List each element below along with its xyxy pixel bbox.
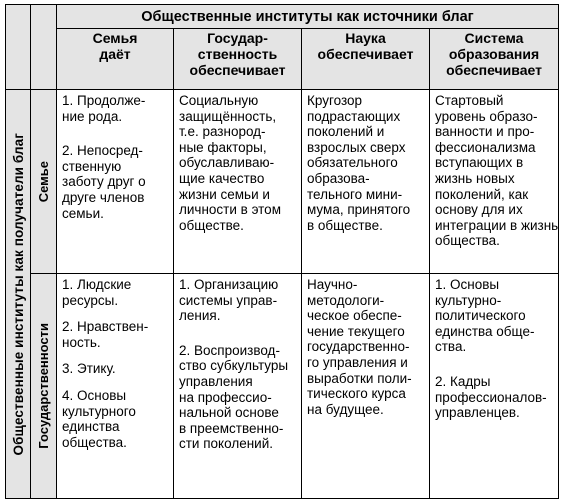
- text-line: общества.: [62, 434, 127, 450]
- paragraph: [62, 319, 171, 350]
- column-header-line: Семья: [92, 30, 138, 46]
- text-line: защищённость,: [179, 108, 277, 124]
- column-header-line: ственность: [197, 46, 278, 62]
- cell-state-education: [430, 274, 559, 499]
- text-line: 2. Непосред-: [62, 143, 143, 159]
- cell-family-family: [57, 90, 174, 274]
- text-line: политического: [435, 308, 526, 324]
- cell-state-science: [302, 274, 430, 499]
- text-line: жизни семьи и: [179, 186, 270, 202]
- text-line: государственно-: [307, 339, 410, 355]
- paragraph: [179, 277, 299, 324]
- column-header-line: образования: [448, 46, 540, 62]
- text-line: поколений, как: [435, 186, 529, 202]
- text-line: ления.: [179, 308, 221, 324]
- text-line: личности в этом: [179, 202, 281, 218]
- row-header-state: [31, 274, 57, 499]
- text-line: 4. Основы: [62, 387, 127, 403]
- text-line: обществе.: [179, 217, 244, 233]
- text-line: 2. Кадры: [435, 373, 491, 389]
- paragraph: [179, 93, 299, 233]
- paragraph: [62, 361, 171, 377]
- text-line: нальной основе: [179, 405, 279, 421]
- text-line: мума, принятого: [307, 202, 411, 218]
- text-line: 1. Продолже-: [62, 93, 146, 108]
- text-line: чение текущего: [307, 323, 405, 339]
- text-line: т.е. разнород-: [179, 124, 266, 140]
- text-line: культурного: [62, 403, 136, 419]
- cell-family-education: [430, 90, 559, 274]
- text-line: Стартовый: [435, 93, 504, 108]
- text-line: ческое обеспе-: [307, 308, 402, 324]
- paragraph: [435, 93, 559, 249]
- text-line: профессионалов-: [435, 389, 547, 405]
- corner-cell: [6, 5, 31, 90]
- text-line: взрослых сверх: [307, 139, 406, 155]
- paragraph: [62, 388, 171, 450]
- text-line: обязательного: [307, 155, 398, 171]
- text-line: культурно-: [435, 292, 502, 308]
- side-header: Общественные институты как получатели благ: [10, 132, 26, 456]
- paragraph: [62, 277, 171, 308]
- text-line: щие качество: [179, 170, 265, 186]
- text-line: на профессио-: [179, 389, 272, 405]
- side-header-cell: [6, 90, 31, 499]
- text-line: поколений и: [307, 124, 385, 140]
- column-header-state: [174, 29, 302, 90]
- text-line: ность.: [62, 334, 101, 350]
- corner-cell-inner: [31, 5, 57, 90]
- paragraph: [435, 277, 556, 355]
- text-line: 1. Людские: [62, 277, 132, 292]
- paragraph: [307, 277, 427, 417]
- paragraph: [62, 93, 171, 124]
- text-line: Кругозор: [307, 93, 363, 108]
- cell-state-state: [174, 274, 302, 499]
- text-line: жизнь новых: [435, 170, 515, 186]
- text-line: интеграции в жизнь: [435, 217, 559, 233]
- top-header: Общественные институты как источники благ: [57, 5, 559, 29]
- column-header-family: [57, 29, 174, 90]
- text-line: на будущее.: [307, 401, 384, 417]
- text-line: друге членов: [62, 189, 145, 205]
- cell-state-family: [57, 274, 174, 499]
- column-header-line: обеспечивает: [446, 62, 542, 78]
- text-line: образова-: [307, 170, 370, 186]
- text-line: 2. Нравствен-: [62, 319, 149, 335]
- text-line: тического курса: [307, 386, 406, 402]
- column-header-line: даёт: [99, 46, 131, 62]
- text-line: 2. Воспроизвод-: [179, 342, 280, 358]
- text-line: методологи-: [307, 292, 385, 308]
- text-line: обуславливаю-: [179, 155, 275, 171]
- text-line: основу для их: [435, 202, 523, 218]
- institutions-table: [5, 4, 559, 499]
- cell-family-state: [174, 90, 302, 274]
- row-label: Семье: [36, 160, 51, 203]
- column-header-line: обеспечивает: [317, 46, 414, 62]
- text-line: 1. Основы: [435, 277, 500, 292]
- text-line: заботу друг о: [62, 174, 146, 190]
- text-line: Социальную: [179, 93, 259, 108]
- column-header-line: обеспечивает: [189, 62, 286, 78]
- text-line: фессионализма: [435, 139, 536, 155]
- column-header-line: Государ-: [207, 30, 268, 46]
- column-header-line: Система: [464, 30, 524, 46]
- text-line: управленцев.: [435, 405, 520, 421]
- column-header-education: [430, 29, 559, 90]
- text-line: уровень образо-: [435, 108, 538, 124]
- text-line: в обществе.: [307, 217, 383, 233]
- text-line: 1. Организацию: [179, 277, 279, 292]
- text-line: семьи.: [62, 205, 104, 221]
- text-line: тельного мини-: [307, 186, 403, 202]
- paragraph: [179, 343, 299, 452]
- text-line: 3. Этику.: [62, 361, 116, 377]
- cell-family-science: [302, 90, 430, 274]
- text-line: выработки поли-: [307, 370, 412, 386]
- text-line: в преемственно-: [179, 420, 284, 436]
- paragraph: [307, 93, 427, 233]
- text-line: го управления и: [307, 354, 408, 370]
- row-label: Государственности: [36, 323, 51, 449]
- text-line: ства.: [435, 339, 467, 355]
- text-line: управления: [179, 373, 253, 389]
- text-line: общества.: [435, 233, 500, 249]
- text-line: ство субкультуры: [179, 358, 289, 374]
- paragraph: [62, 143, 171, 221]
- text-line: единства обще-: [435, 323, 535, 339]
- text-line: ние рода.: [62, 108, 123, 124]
- text-line: ственную: [62, 158, 122, 174]
- text-line: ные факторы,: [179, 139, 267, 155]
- text-line: системы управ-: [179, 292, 278, 308]
- column-header-science: [302, 29, 430, 90]
- paragraph: [435, 374, 556, 421]
- text-line: вступающих в: [435, 155, 524, 171]
- row-header-family: [31, 90, 57, 274]
- text-line: подрастающих: [307, 108, 401, 124]
- text-line: сти поколений.: [179, 436, 273, 452]
- text-line: ресурсы.: [62, 292, 119, 308]
- column-header-line: Наука: [345, 30, 386, 46]
- text-line: единства: [62, 419, 120, 435]
- text-line: ванности и про-: [435, 124, 535, 140]
- text-line: Научно-: [307, 277, 358, 292]
